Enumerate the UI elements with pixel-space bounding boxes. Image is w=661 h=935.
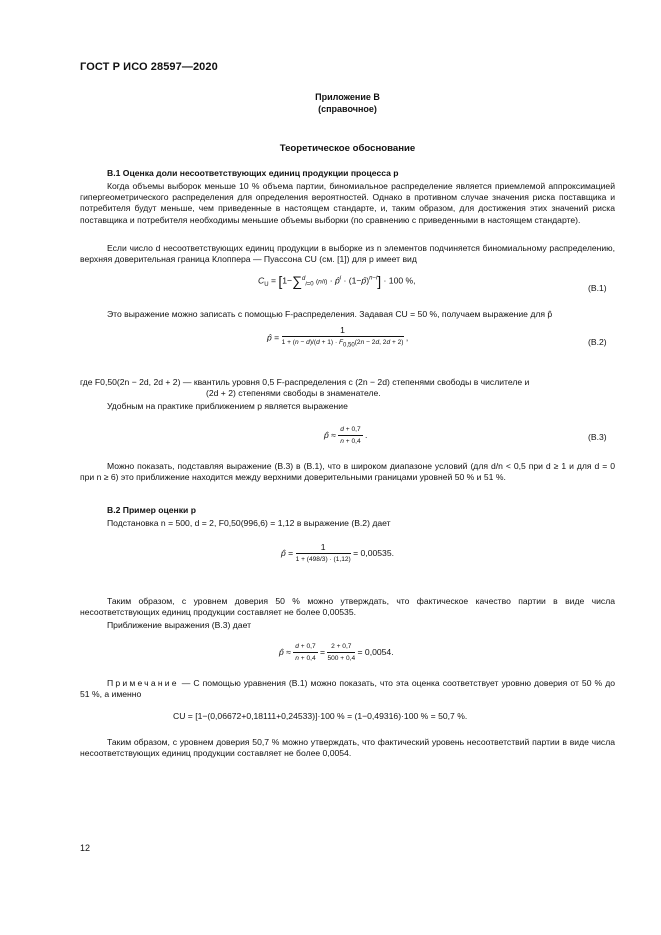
formula-b3: p̂ ≈ $\frac{d + 0,7}{n + 0,4}$ . <box>324 426 368 445</box>
note <box>80 678 615 700</box>
page-number: 12 <box>80 843 91 853</box>
paragraph: Удобным на практике приближением p является выражение <box>107 401 348 411</box>
formula-b2: p̂ = $\frac{1}{1 + (n - d)/(d + 1) \cdot F0,50(2n - 2d, 2d + 2)}$ , <box>267 325 409 349</box>
formula-result: = 0,00535. <box>353 547 394 558</box>
equation-number: (В.3) <box>588 432 607 442</box>
paragraph: Если число d несоответствующих единиц продукции в выборке из n элементов подчиняется биномиальному распределению, верхняя доверительная граница Клоппера — Пуассона CU (см. [1]) для p имеет вид <box>80 243 615 265</box>
paragraph: Когда объемы выборок меньше 10 % объема партии, биномиальное распределение является приемлемой аппроксимацией гипергеометрического распределения для определения вероятностей. Однако в противном случае значения риска поставщика и потребителя будут меньше, чем приведенные в настоящем стандарте, и, таким образом, для достижения этих значений риска поставщика и потребителя необходимы меньшие объемы выборки (по сравнению с приведенными в настоящем стандарте). <box>80 181 615 225</box>
paragraph: Это выражение можно записать с помощью F-распределения. Задавая CU = 50 %, получаем выражение для p̂ <box>107 309 553 319</box>
section-b1-heading: В.1 Оценка доли несоответствующих единиц продукции процесса p <box>107 168 399 178</box>
equation-number: (В.1) <box>588 283 607 293</box>
paragraph: Можно показать, подставляя выражение (В.3) в (В.1), что в широком диапазоне условий (для d/n < 0,5 при d ≥ 1 и для d = 0 при n ≥ 6) это приближение находится между верхними доверительными границами уровней 50 % и 51 %. <box>80 461 615 483</box>
formula-example-3: CU = [1−(0,06672+0,18111+0,24533)]·100 % = (1−0,49316)·100 % = 50,7 %. <box>173 711 468 721</box>
formula-example-2: p̂ ≈ $\frac{d + 0,7}{n + 0,4}$ = $\frac{2 + 0,7}{500 + 0,4}$ = 0,0054. <box>279 643 394 662</box>
definition-continuation: (2d + 2) степенями свободы в знаменателе. <box>206 388 381 398</box>
paragraph: Таким образом, с уровнем доверия 50,7 % можно утверждать, что фактический уровень несоответствий партии в виде числа несоответствующих единиц продукции составляет не более 0,0054. <box>80 737 615 759</box>
paragraph: Приближение выражения (В.3) дает <box>107 620 251 630</box>
paragraph: Подстановка n = 500, d = 2, F0,50(996,6) = 1,12 в выражение (В.2) дает <box>107 518 391 528</box>
formula-result: = 0,0054. <box>357 646 394 657</box>
annex-title: Приложение В <box>315 92 380 102</box>
standard-number: ГОСТ Р ИСО 28597—2020 <box>80 61 218 73</box>
equation-number: (В.2) <box>588 337 607 347</box>
annex-subtitle: (справочное) <box>318 104 377 114</box>
note-label: Примечание <box>107 678 179 688</box>
formula-b1: $C_U = [1-\sum di=0$ (n/i) · p̂$^i$ · (1−p̂)$^{n-i}$] · 100 %, <box>258 273 416 289</box>
section-title: Теоретическое обоснование <box>279 143 416 154</box>
section-b2-heading: В.2 Пример оценки p <box>107 505 196 515</box>
paragraph: Таким образом, с уровнем доверия 50 % можно утверждать, что фактическое качество партии в виде числа несоответствующих единиц продукции составляет не более 0,00535. <box>80 596 615 618</box>
note-text: — С помощью уравнения (В.1) можно показать, что эта оценка соответствует уровню доверия от 50 % до 51 %, а именно <box>80 678 615 700</box>
definition-where: где F0,50(2n − 2d, 2d + 2) — квантиль уровня 0,5 F-распределения с (2n − 2d) степенями свободы в числителе и <box>80 377 530 387</box>
formula-example-1: p̂ = $\frac{1}{1 + (498/3) \cdot (1,12)}$ = 0,00535. <box>281 542 394 563</box>
